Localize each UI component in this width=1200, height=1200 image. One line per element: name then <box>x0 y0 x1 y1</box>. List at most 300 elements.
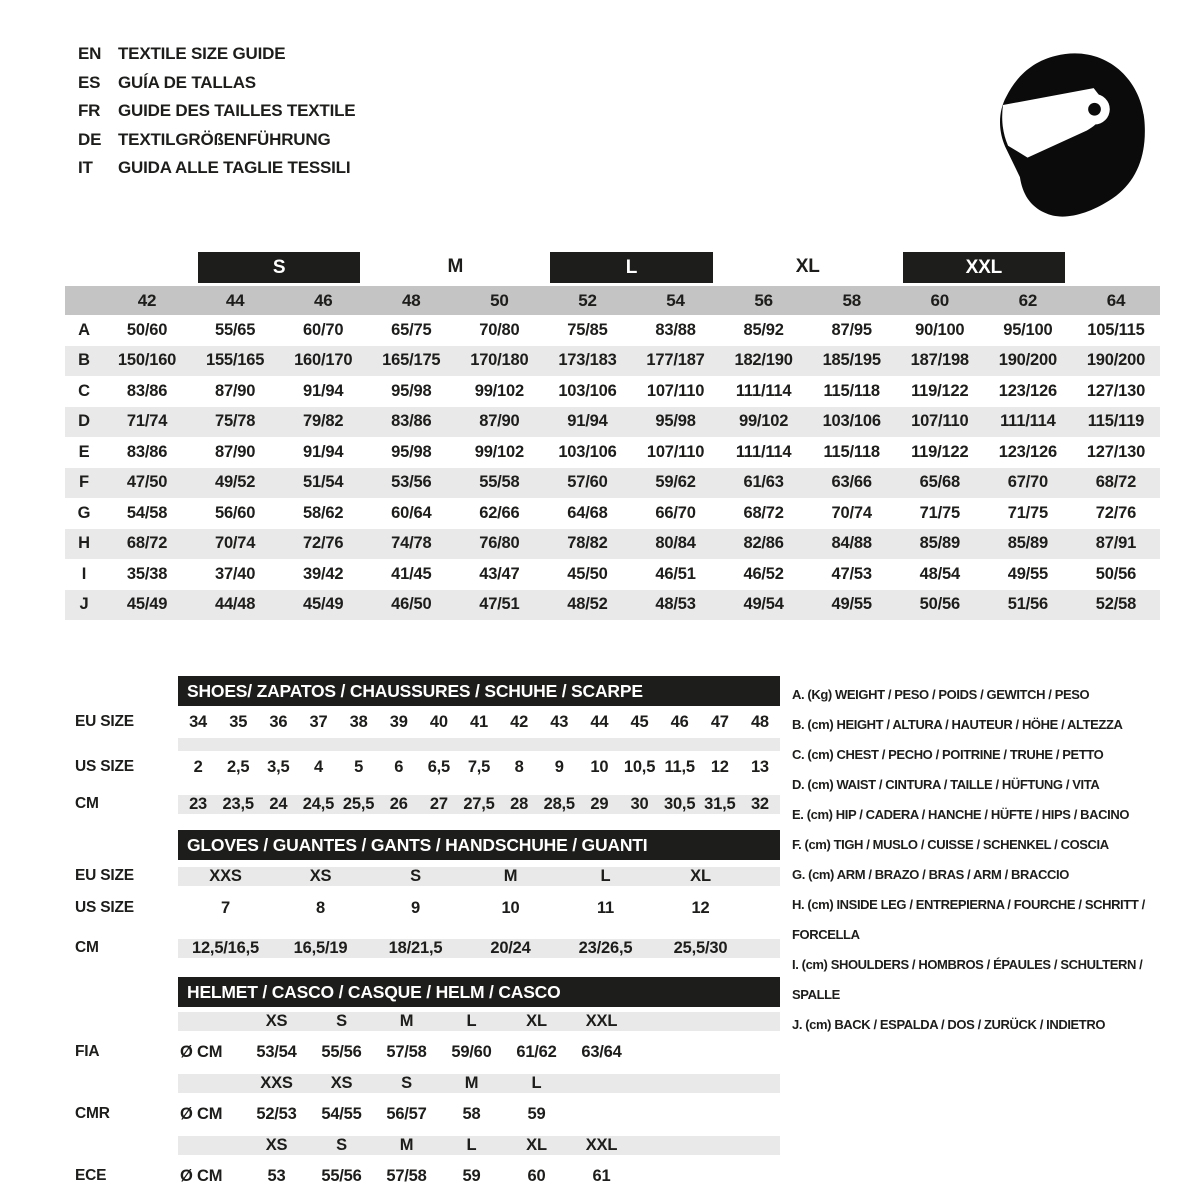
table-cell: 182/190 <box>734 351 793 370</box>
spacer <box>65 924 780 932</box>
gloves-value: 25,5/30 <box>673 938 728 957</box>
table-cell: 49/52 <box>214 473 256 492</box>
table-cell: 57/60 <box>567 473 608 492</box>
shoes-value: 24 <box>269 794 288 813</box>
gloves-value: S <box>410 866 421 885</box>
size-number: 58 <box>842 290 861 310</box>
language-row <box>78 69 355 98</box>
table-row <box>65 315 1160 346</box>
shoes-value-grid <box>178 758 780 777</box>
helmet-size-grid <box>178 1136 780 1155</box>
legend-item: J. (cm) BACK / ESPALDA / DOS / ZURÜCK / INDIETRO <box>792 1017 1106 1032</box>
table-cell: 56/60 <box>214 503 256 522</box>
table-cell: 58/62 <box>303 503 344 522</box>
helmet-value: 59/60 <box>451 1042 492 1061</box>
table-cell: 160/170 <box>294 351 353 370</box>
shoes-value: 7,5 <box>467 757 491 776</box>
helmet-value: 60 <box>527 1166 546 1185</box>
size-number: 46 <box>313 290 333 310</box>
helmet-value: 55/56 <box>321 1042 362 1061</box>
table-cell: 68/72 <box>126 534 168 553</box>
table-cell: 91/94 <box>303 381 344 400</box>
language-code: IT <box>78 158 93 177</box>
helmet-value: 57/58 <box>386 1166 427 1185</box>
table-cell: 95/98 <box>655 412 696 431</box>
table-cell: 70/80 <box>479 320 520 339</box>
helmet-data-row <box>65 1097 780 1131</box>
table-cell: 66/70 <box>655 503 696 522</box>
table-cell: 75/85 <box>567 320 608 339</box>
gloves-table <box>65 830 780 964</box>
shoes-value: 31,5 <box>704 794 736 813</box>
table-cell: 99/102 <box>474 442 524 461</box>
table-cell: 62/66 <box>479 503 520 522</box>
table-cell: 187/198 <box>910 351 969 370</box>
gloves-row <box>65 892 780 924</box>
size-number: 42 <box>137 290 157 310</box>
gloves-value: 8 <box>316 898 325 917</box>
size-group-m: M <box>447 256 464 277</box>
gloves-value: 11 <box>596 898 615 917</box>
helmet-size-label: XS <box>330 1073 353 1092</box>
shoes-row <box>65 706 780 738</box>
table-cell: 95/98 <box>391 381 432 400</box>
helmet-value: 61 <box>592 1166 611 1185</box>
spacer <box>178 1136 244 1155</box>
table-cell: 78/82 <box>567 534 608 553</box>
table-cell: 103/106 <box>558 381 617 400</box>
shoes-table <box>65 676 780 820</box>
shoes-value: 28,5 <box>543 794 575 813</box>
gloves-values <box>178 867 780 886</box>
size-number: 48 <box>402 290 421 310</box>
helmet-size-label: XXL <box>585 1011 618 1030</box>
helmet-size-label: M <box>399 1011 414 1030</box>
table-cell: 47/51 <box>479 595 520 614</box>
table-cell: 185/195 <box>822 351 881 370</box>
table-cell: 165/175 <box>382 351 441 370</box>
row-label: E <box>78 442 90 461</box>
helmet-value: 58 <box>462 1104 481 1123</box>
language-title: GUIDA ALLE TAGLIE TESSILI <box>118 158 351 177</box>
size-number: 62 <box>1018 290 1038 310</box>
language-row <box>78 154 355 183</box>
language-title: TEXTILE SIZE GUIDE <box>118 44 286 63</box>
table-cell: 107/110 <box>646 381 705 400</box>
racing-helmet-icon <box>975 38 1153 228</box>
shoes-row <box>65 788 780 820</box>
shoes-value: 5 <box>354 757 364 776</box>
table-cell: 103/106 <box>822 412 881 431</box>
shoes-value: 40 <box>429 712 448 731</box>
helmet-size-label: L <box>531 1073 542 1092</box>
helmet-size-label: L <box>466 1011 477 1030</box>
table-cell: 65/68 <box>919 473 960 492</box>
table-cell: 70/74 <box>831 503 872 522</box>
language-code: DE <box>78 129 102 149</box>
table-cell: 119/122 <box>911 381 969 400</box>
shoes-value: 30 <box>630 794 649 813</box>
gloves-value: 18/21,5 <box>388 938 443 957</box>
table-cell: 119/122 <box>911 442 969 461</box>
shoes-value: 13 <box>750 757 769 776</box>
lower-section <box>65 676 1160 1193</box>
table-cell: 82/86 <box>743 534 784 553</box>
table-cell: 55/58 <box>479 473 520 492</box>
shoes-value: 27 <box>429 794 448 813</box>
helmet-value: 59 <box>527 1104 546 1123</box>
legend-item: B. (cm) HEIGHT / ALTURA / HAUTEUR / HÖHE / ALTEZZA <box>792 717 1123 732</box>
table-cell: 115/119 <box>1087 412 1145 431</box>
shoes-value: 10,5 <box>623 757 656 776</box>
language-title: TEXTILGRÖßENFÜHRUNG <box>118 129 331 149</box>
gloves-value: 20/24 <box>490 938 531 957</box>
table-cell: 84/88 <box>831 534 872 553</box>
table-cell: 107/110 <box>646 442 705 461</box>
measurement-legend <box>792 676 1160 1193</box>
shoes-value: 6,5 <box>427 757 451 776</box>
helmet-title-bar: HELMET / CASCO / CASQUE / HELM / CASCO <box>178 977 780 1007</box>
helmet-size-label: L <box>466 1135 477 1154</box>
helmet-unit-label: Ø CM <box>180 1166 223 1185</box>
shoes-value: 6 <box>394 757 404 776</box>
table-cell: 70/74 <box>214 534 256 553</box>
shoes-value: 42 <box>510 712 529 731</box>
shoes-value: 24,5 <box>302 794 335 813</box>
helmet-value: 57/58 <box>386 1042 427 1061</box>
helmet-value: 61/62 <box>516 1042 557 1061</box>
table-cell: 52/58 <box>1095 595 1137 614</box>
table-cell: 103/106 <box>558 442 617 461</box>
helmet-table <box>65 977 780 1193</box>
table-cell: 44/48 <box>214 595 256 614</box>
gloves-title-bar: GLOVES / GUANTES / GANTS / HANDSCHUHE / GUANTI <box>178 830 780 860</box>
shoes-value: 2,5 <box>227 757 250 776</box>
shoes-value: 41 <box>470 712 488 731</box>
shoes-title-bar: SHOES/ ZAPATOS / CHAUSSURES / SCHUHE / SCARPE <box>178 676 780 706</box>
gloves-row <box>65 932 780 964</box>
 <box>178 1167 780 1186</box>
row-label: G <box>77 503 91 522</box>
helmet-value: 63/64 <box>581 1042 622 1061</box>
helmet-size-label: S <box>401 1073 412 1092</box>
table-cell: 80/84 <box>655 534 696 553</box>
helmet-standard-label: ECE <box>75 1167 107 1184</box>
table-cell: 74/78 <box>391 534 432 553</box>
helmet-size-label: XL <box>526 1011 547 1030</box>
helmet-value: 53 <box>267 1166 286 1185</box>
shoes-value: 38 <box>349 712 368 731</box>
table-cell: 48/52 <box>567 595 608 614</box>
 <box>178 1012 780 1031</box>
table-cell: 71/75 <box>919 503 960 522</box>
gloves-value: XL <box>690 866 711 885</box>
row-label: B <box>78 351 90 370</box>
helmet-size-grid <box>178 1012 780 1031</box>
table-cell: 51/54 <box>303 473 344 492</box>
table-cell: 45/49 <box>126 595 168 614</box>
helmet-size-label-row <box>65 1007 780 1035</box>
helmet-size-label-row <box>65 1069 780 1097</box>
table-cell: 123/126 <box>998 381 1057 400</box>
language-title: GUÍA DE TALLAS <box>118 72 256 92</box>
shoes-row-label: EU SIZE <box>75 713 134 730</box>
shoes-value-grid <box>178 795 780 814</box>
helmet-size-label: M <box>399 1135 414 1154</box>
table-cell: 85/89 <box>919 534 960 553</box>
language-row <box>78 97 355 126</box>
row-label: C <box>78 381 90 400</box>
shoes-value: 11,5 <box>664 757 695 776</box>
table-cell: 177/187 <box>646 351 705 370</box>
table-cell: 87/95 <box>831 320 872 339</box>
language-code: EN <box>78 44 102 63</box>
gloves-value: 16,5/19 <box>293 938 348 957</box>
size-group-s: S <box>198 252 360 283</box>
table-cell: 63/66 <box>831 473 872 492</box>
helmet-size-label: XL <box>526 1135 547 1154</box>
helmet-standard-label: FIA <box>75 1043 100 1060</box>
helmet-value: 52/53 <box>256 1104 297 1123</box>
shoes-row-label: CM <box>75 795 99 812</box>
gloves-rows <box>65 860 780 964</box>
helmet-rows <box>65 1007 780 1193</box>
table-cell: 79/82 <box>303 412 344 431</box>
table-cell: 99/102 <box>738 412 789 431</box>
table-cell: 173/183 <box>558 351 617 370</box>
table-cell: 83/86 <box>391 412 432 431</box>
legend-item: I. (cm) SHOULDERS / HOMBROS / ÉPAULES / SCHULTERN / SPALLE <box>792 957 1143 1002</box>
helmet-data-row <box>65 1035 780 1069</box>
table-row <box>65 498 1160 529</box>
table-cell: 47/50 <box>126 473 168 492</box>
shoes-values <box>178 758 780 777</box>
table-cell: 46/51 <box>655 564 696 583</box>
main-size-table <box>65 250 1160 620</box>
table-cell: 45/50 <box>567 564 608 583</box>
shoes-value: 8 <box>514 757 524 776</box>
size-group-xxl: XXL <box>903 252 1065 283</box>
table-cell: 87/90 <box>479 412 520 431</box>
row-label: F <box>79 473 89 492</box>
helmet-size-label: S <box>336 1011 347 1030</box>
shoes-values <box>178 795 780 814</box>
helmet-size-label-row <box>65 1131 780 1159</box>
row-label: J <box>79 595 89 614</box>
table-cell: 190/200 <box>998 351 1057 370</box>
table-cell: 190/200 <box>1086 351 1146 370</box>
table-cell: 46/52 <box>743 564 784 583</box>
 <box>178 738 780 751</box>
shoes-value: 34 <box>189 712 208 731</box>
table-cell: 72/76 <box>303 534 344 553</box>
size-number: 64 <box>1106 290 1126 310</box>
helmet-size-label: XS <box>265 1011 288 1030</box>
helmet-value: 54/55 <box>321 1104 362 1123</box>
table-cell: 49/55 <box>1007 564 1049 583</box>
table-cell: 90/100 <box>915 320 965 339</box>
shoes-value: 29 <box>590 794 609 813</box>
gloves-value: 9 <box>411 898 420 917</box>
gloves-value: L <box>600 866 611 885</box>
table-cell: 85/89 <box>1007 534 1049 553</box>
table-cell: 46/50 <box>391 595 432 614</box>
table-row <box>65 468 1160 499</box>
shoes-value: 23 <box>189 794 208 813</box>
table-cell: 111/114 <box>735 442 792 461</box>
gloves-value: XS <box>309 866 332 885</box>
table-cell: 105/115 <box>1087 320 1145 339</box>
stripe-row <box>65 738 780 751</box>
row-label: A <box>78 320 90 339</box>
main-table-rows <box>65 315 1160 620</box>
table-cell: 51/56 <box>1007 595 1049 614</box>
table-cell: 71/75 <box>1007 503 1049 522</box>
table-cell: 127/130 <box>1086 381 1146 400</box>
shoes-value: 2 <box>193 757 203 776</box>
table-cell: 95/100 <box>1003 320 1053 339</box>
language-code: FR <box>78 101 101 120</box>
table-cell: 83/88 <box>655 320 696 339</box>
size-number: 60 <box>930 290 950 310</box>
spacer <box>178 1012 244 1031</box>
shoes-value: 3,5 <box>267 757 290 776</box>
gloves-value: XXS <box>209 866 242 885</box>
helmet-data-row <box>65 1159 780 1193</box>
table-cell: 170/180 <box>470 351 529 370</box>
shoes-value: 27,5 <box>463 794 495 813</box>
shoes-value: 37 <box>309 712 328 731</box>
table-cell: 43/47 <box>479 564 520 583</box>
table-cell: 50/60 <box>126 320 168 339</box>
table-cell: 83/86 <box>126 381 168 400</box>
helmet-standard-label: CMR <box>75 1105 110 1122</box>
shoes-row <box>65 751 780 783</box>
shoes-value: 36 <box>269 712 288 731</box>
legend-item: E. (cm) HIP / CADERA / HANCHE / HÜFTE / HIPS / BACINO <box>792 807 1130 822</box>
helmet-size-label: XXL <box>585 1135 618 1154</box>
helmet-value: 59 <box>462 1166 481 1185</box>
shoes-value: 9 <box>554 757 564 776</box>
helmet-size-label: XS <box>265 1135 288 1154</box>
table-cell: 107/110 <box>911 412 969 431</box>
helmet-value-grid <box>178 1167 780 1186</box>
shoes-value: 47 <box>710 712 729 731</box>
gloves-row-label: US SIZE <box>75 899 134 916</box>
helmet-unit-label: Ø CM <box>180 1104 223 1123</box>
table-cell: 111/114 <box>1000 412 1056 431</box>
table-row <box>65 559 1160 590</box>
table-cell: 50/56 <box>919 595 960 614</box>
table-cell: 59/62 <box>655 473 696 492</box>
gloves-value: 12 <box>691 898 710 917</box>
spacer <box>178 1074 244 1093</box>
table-cell: 91/94 <box>567 412 608 431</box>
shoes-value-grid <box>178 713 780 732</box>
shoes-value: 48 <box>750 712 769 731</box>
legend-item: H. (cm) INSIDE LEG / ENTREPIERNA / FOURCHE / SCHRITT / FORCELLA <box>792 897 1145 942</box>
table-cell: 60/64 <box>391 503 432 522</box>
helmet-value-grid <box>178 1043 780 1062</box>
gloves-row <box>65 860 780 892</box>
table-cell: 76/80 <box>479 534 520 553</box>
row-label: I <box>81 564 87 583</box>
shoes-value: 46 <box>670 712 689 731</box>
table-cell: 61/63 <box>743 473 784 492</box>
gloves-value-grid <box>178 899 780 918</box>
shoes-value: 23,5 <box>222 794 254 813</box>
table-cell: 67/70 <box>1007 473 1049 492</box>
sub-tables <box>65 676 780 1193</box>
table-cell: 45/49 <box>303 595 344 614</box>
helmet-value: 55/56 <box>321 1166 362 1185</box>
shoes-values <box>178 713 780 732</box>
shoes-rows <box>65 706 780 820</box>
shoes-value: 44 <box>590 712 609 731</box>
helmet-value-grid <box>178 1105 780 1124</box>
gloves-value-grid <box>178 939 780 958</box>
language-row <box>78 40 355 69</box>
table-cell: 53/56 <box>391 473 432 492</box>
shoes-value: 26 <box>389 794 408 813</box>
gloves-row-label: CM <box>75 939 99 956</box>
shoes-value: 30,5 <box>663 794 696 813</box>
table-row <box>65 407 1160 438</box>
table-cell: 85/92 <box>743 320 784 339</box>
gloves-value: 12,5/16,5 <box>191 938 259 957</box>
shoes-value: 28 <box>510 794 529 813</box>
table-cell: 87/91 <box>1095 534 1137 553</box>
 <box>178 1043 780 1062</box>
table-cell: 39/42 <box>303 564 344 583</box>
table-cell: 72/76 <box>1095 503 1137 522</box>
table-cell: 48/54 <box>919 564 960 583</box>
row-stripe <box>178 738 780 751</box>
legend-item: D. (cm) WAIST / CINTURA / TAILLE / HÜFTUNG / VITA <box>792 777 1100 792</box>
row-label: D <box>78 412 90 431</box>
shoes-row-label: US SIZE <box>75 758 134 775</box>
table-cell: 65/75 <box>391 320 432 339</box>
shoes-value: 32 <box>750 794 769 813</box>
table-cell: 60/70 <box>303 320 344 339</box>
table-cell: 115/118 <box>823 442 880 461</box>
gloves-values <box>178 899 780 918</box>
helmet-size-label: M <box>464 1073 479 1092</box>
language-row <box>78 126 355 155</box>
legend-item: F. (cm) TIGH / MUSLO / CUISSE / SCHENKEL / COSCIA <box>792 837 1109 852</box>
size-group-l: L <box>550 252 712 283</box>
table-cell: 55/65 <box>214 320 256 339</box>
table-cell: 54/58 <box>126 503 168 522</box>
gloves-row-label: EU SIZE <box>75 867 134 884</box>
helmet-size-label: XXS <box>260 1073 293 1092</box>
shoes-value: 12 <box>710 757 729 776</box>
table-cell: 87/90 <box>214 381 256 400</box>
table-cell: 87/90 <box>214 442 256 461</box>
gloves-value: 7 <box>221 898 230 917</box>
shoes-value: 39 <box>389 712 408 731</box>
table-cell: 99/102 <box>474 381 524 400</box>
table-cell: 49/55 <box>831 595 872 614</box>
 <box>178 1074 780 1093</box>
table-cell: 50/56 <box>1095 564 1137 583</box>
 <box>178 1136 780 1155</box>
table-cell: 127/130 <box>1086 442 1146 461</box>
table-row <box>65 529 1160 560</box>
table-row <box>65 376 1160 407</box>
size-number: 50 <box>490 290 509 310</box>
size-number: 52 <box>578 290 597 310</box>
